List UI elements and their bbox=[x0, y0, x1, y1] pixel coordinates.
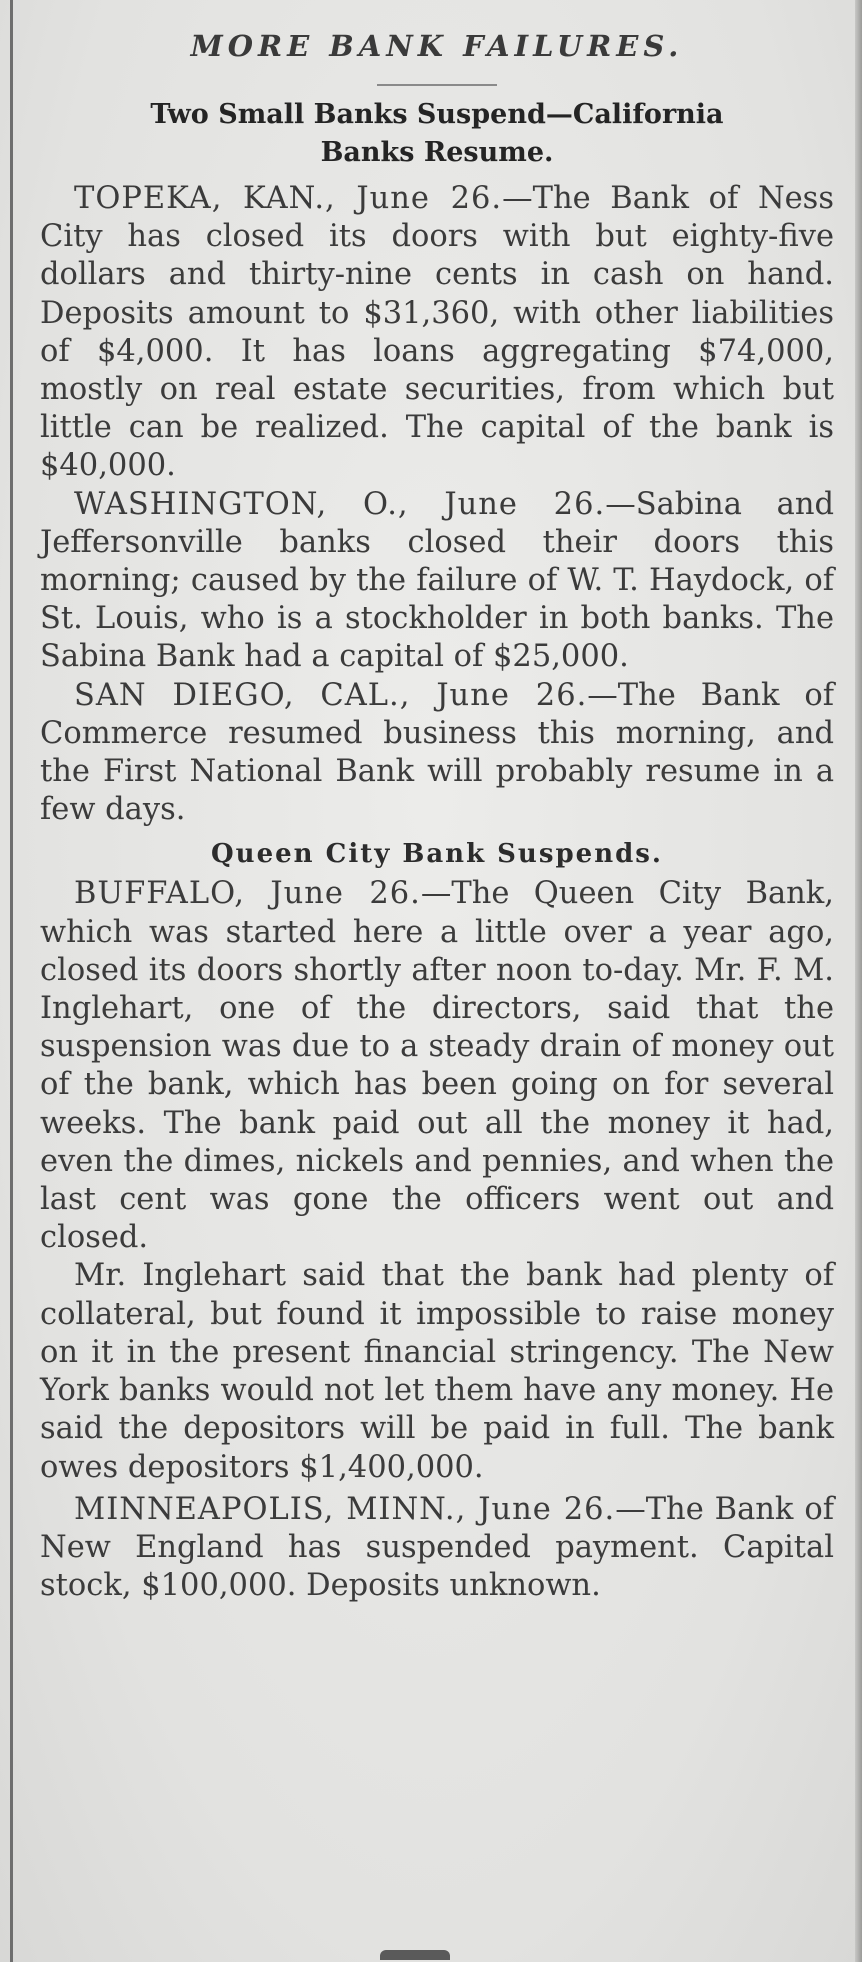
dateline-washington: WASHINGTON, O., June 26. bbox=[74, 486, 606, 522]
dateline-san-diego: SAN DIEGO, CAL., June 26. bbox=[74, 677, 588, 713]
body-washington: —Sabina and Jeffersonville banks closed their doors this morning; caused by the failure of W. T. Haydock, of St. Louis, who is a stockholder in both banks. The Sabina Bank had a capital of $25,000. bbox=[40, 486, 834, 675]
dateline-minneapolis: MINNEAPOLIS, MINN., June 26. bbox=[74, 1491, 616, 1527]
headline-rule bbox=[377, 84, 497, 86]
paragraph-san-diego bbox=[40, 677, 834, 830]
paragraph-inglehart: Mr. Inglehart said that the bank had plenty of collateral, but found it impossible to raise money on it in the present financial stringency. The New York banks would not let them have any money. He said the depositors will be paid in full. The bank owes depositors $1,400,000. bbox=[40, 1258, 834, 1485]
paragraph-washington bbox=[40, 486, 834, 677]
subhead-line-2: Banks Resume. bbox=[320, 137, 554, 168]
body-minneapolis: —The Bank of New England has suspended payment. Capital stock, $100,000. Deposits unknown. bbox=[40, 1491, 834, 1604]
dateline-buffalo: BUFFALO, June 26. bbox=[74, 876, 421, 912]
body-topeka: —The Bank of Ness City has closed its doors with but eighty-five dollars and thirty-nine cents in cash on hand. Deposits amount to $31,360, with other liabilities of $4,000. It has loans aggregating $74,000, mostly on real estate securities, from which but little can be realized. The capital of the bank is $40,000. bbox=[40, 181, 834, 484]
column-rule-left bbox=[10, 0, 13, 1962]
subhead-line-1: Two Small Banks Suspend—California bbox=[150, 99, 724, 130]
body-buffalo: —The Queen City Bank, which was started here a little over a year ago, closed its doors shortly after noon to-day. Mr. F. M. Inglehart, one of the directors, said that the suspension was due to a steady drain of money out of the bank, which has been going on for several weeks. The bank paid out all the money it had, even the dimes, nickels and pennies, and when the last cent was gone the officers went out and closed. bbox=[40, 876, 834, 1256]
body-san-diego: —The Bank of Commerce resumed business this morning, and the First National Bank will probably resume in a few days. bbox=[40, 677, 834, 828]
paragraph-buffalo bbox=[40, 875, 834, 1257]
paragraph-topeka bbox=[40, 180, 834, 486]
section-subhead: Queen City Bank Suspends. bbox=[211, 839, 663, 870]
next-article-fragment bbox=[380, 1950, 450, 1960]
dateline-topeka: TOPEKA, KAN., June 26. bbox=[74, 181, 503, 216]
paragraph-minneapolis bbox=[40, 1491, 834, 1606]
article-headline: MORE BANK FAILURES. bbox=[190, 29, 684, 63]
article-subhead bbox=[40, 96, 834, 172]
column-rule-right bbox=[855, 0, 862, 1962]
